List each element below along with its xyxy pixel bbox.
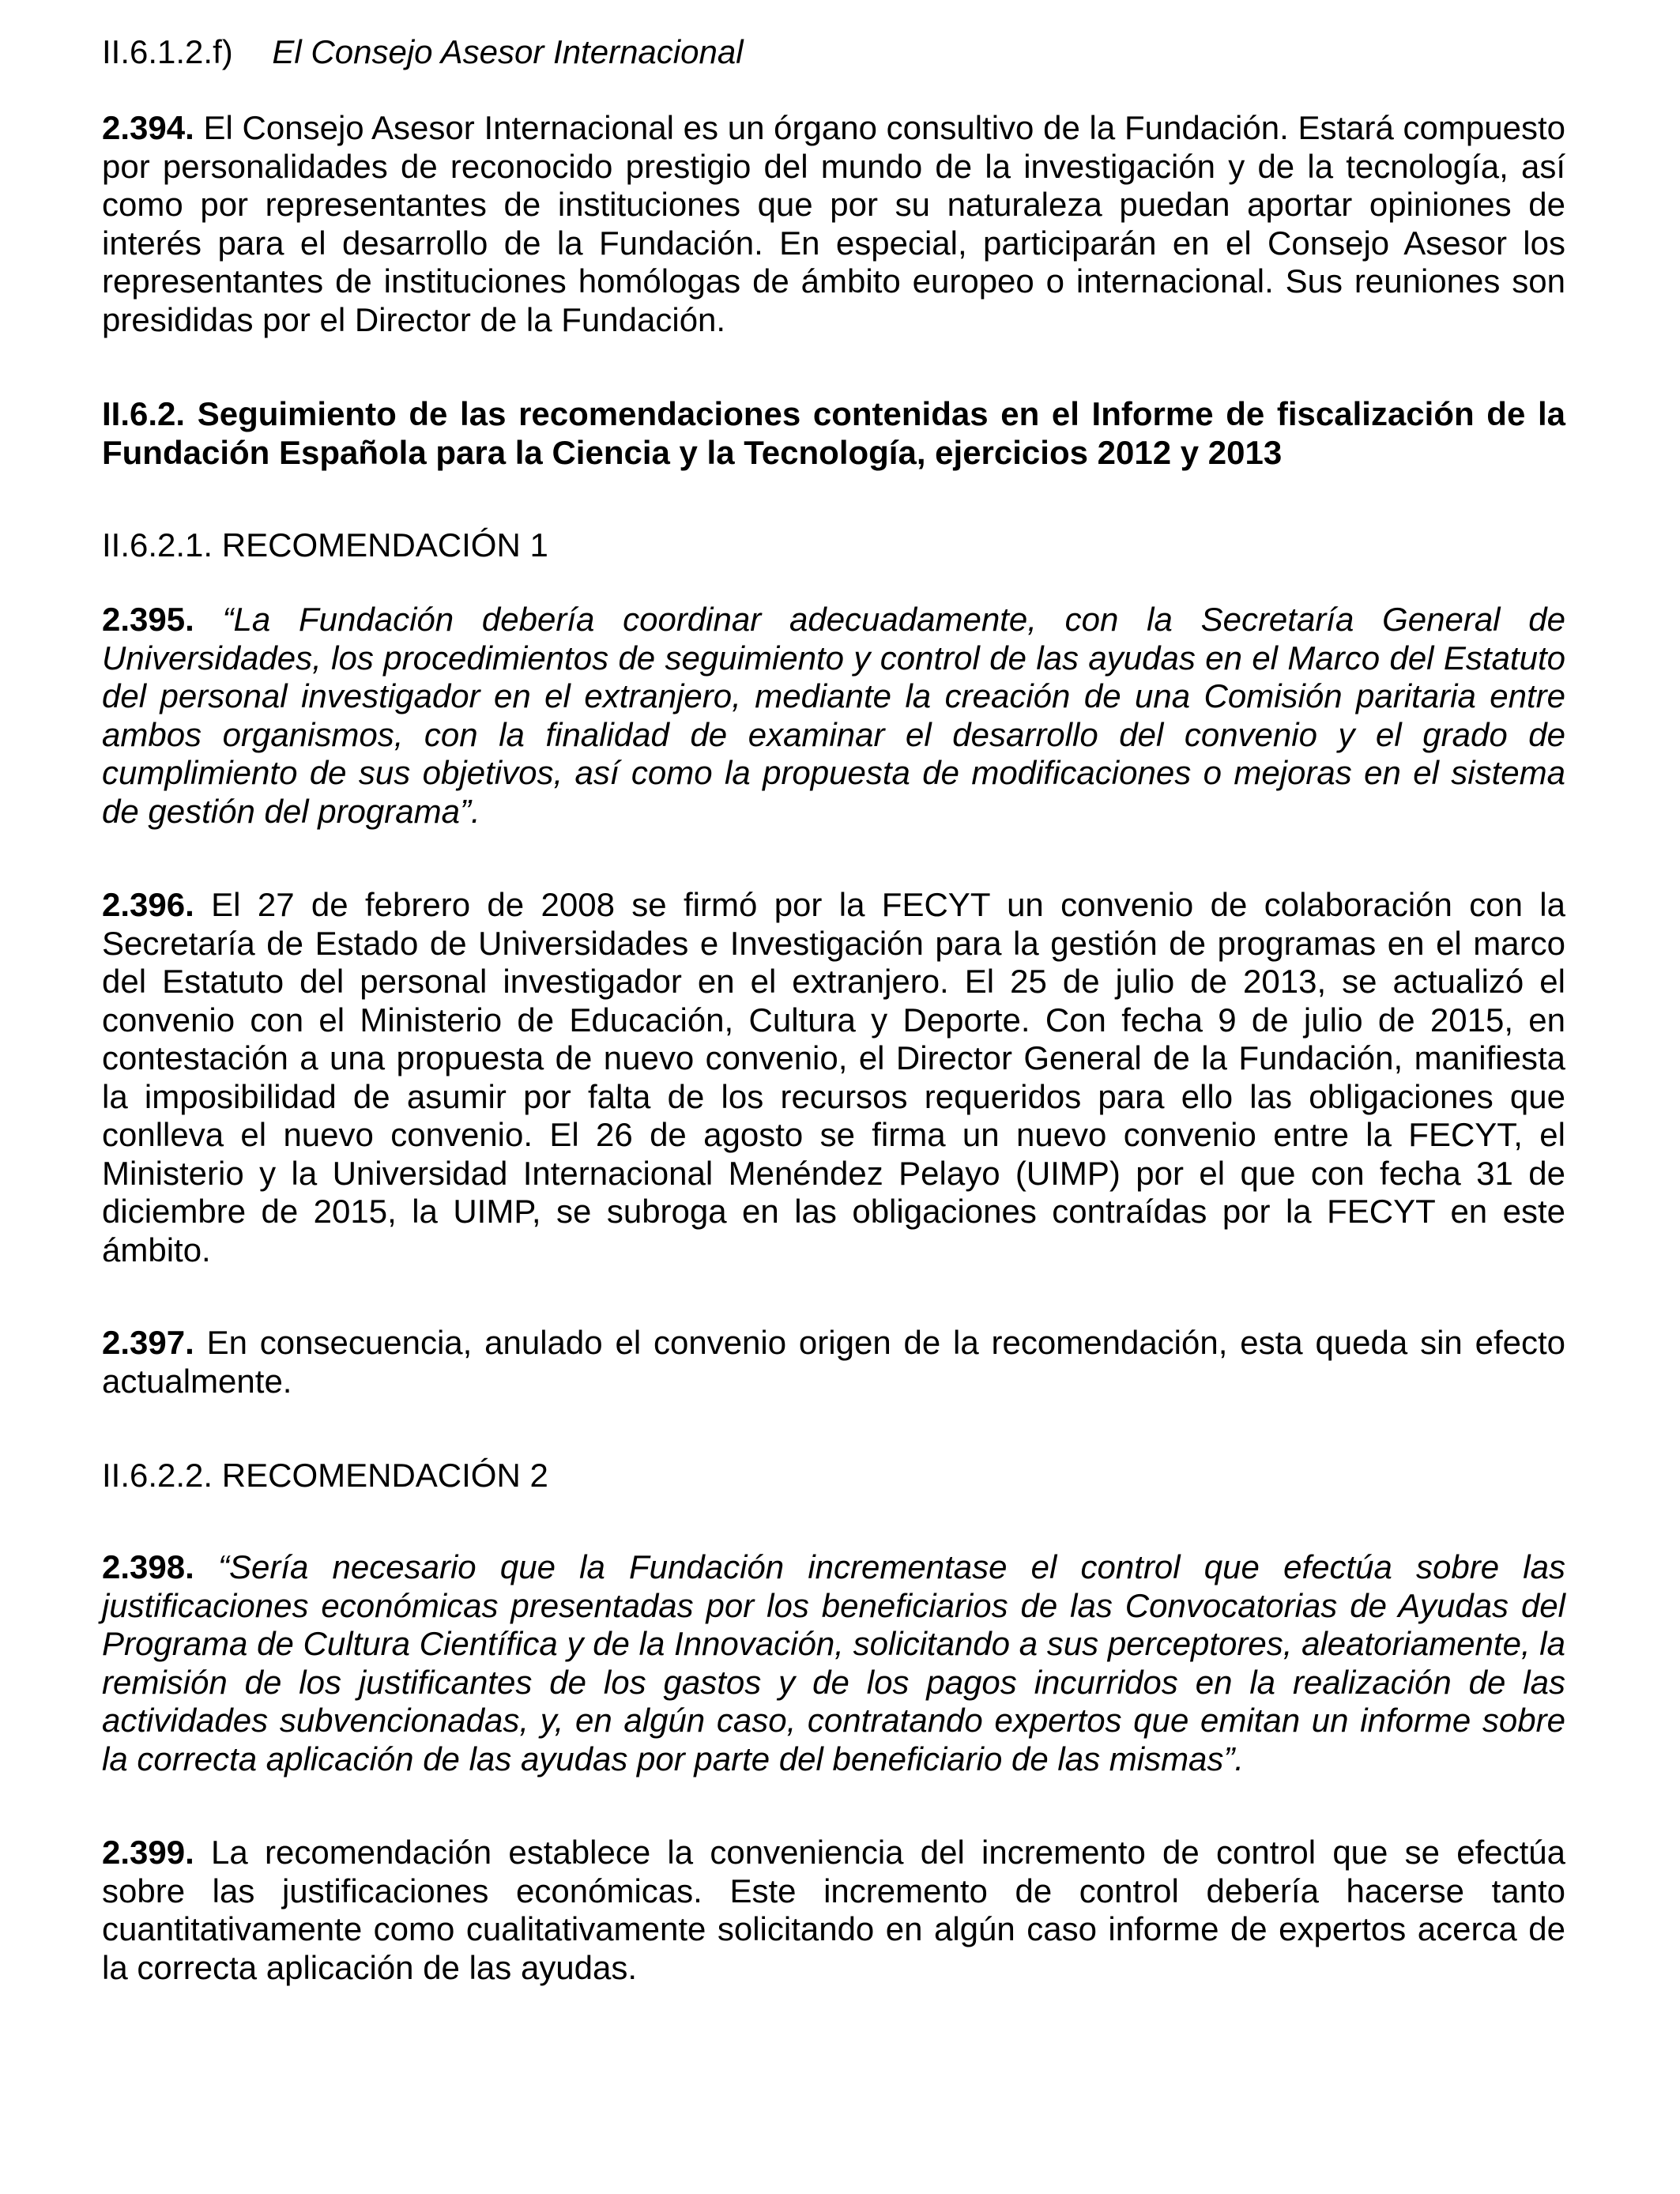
paragraph-text: La recomendación establece la conveniencia del incremento de control que se efectúa sobre las justificaciones económicas. Este incremento de control debería hacerse tanto cuantitativamente como cualitativamente solicitando en algún caso informe de expertos acerca de la correcta aplicación de las ayudas. (102, 1834, 1565, 1986)
paragraph-number: 2.395. (102, 601, 194, 638)
paragraph-2-397 (102, 1324, 1565, 1400)
paragraph-text: En consecuencia, anulado el convenio origen de la recomendación, esta queda sin efecto actualmente. (102, 1324, 1565, 1400)
paragraph-number: 2.399. (102, 1834, 194, 1871)
paragraph-text: El 27 de febrero de 2008 se firmó por la FECYT un convenio de colaboración con la Secretaría de Estado de Universidades e Investigación para la gestión de programas en el marco del Estatuto del personal investigador en el extranjero. El 25 de julio de 2013, se actualizó el convenio con el Ministerio de Educación, Cultura y Deporte. Con fecha 9 de julio de 2015, en contestación a una propuesta de nuevo convenio, el Director General de la Fundación, manifiesta la imposibilidad de asumir por falta de los recursos requeridos para ello las obligaciones que conlleva el nuevo convenio. El 26 de agosto se firma un nuevo convenio entre la FECYT, el Ministerio y la Universidad Internacional Menéndez Pelayo (UIMP) por el que con fecha 31 de diciembre de 2015, la UIMP, se subroga en las obligaciones contraídas por la FECYT en este ámbito. (102, 886, 1565, 1269)
paragraph-number: 2.397. (102, 1324, 194, 1361)
paragraph-2-395 (102, 601, 1565, 831)
section-heading-consejo-asesor (102, 33, 744, 72)
paragraph-2-399 (102, 1834, 1565, 1987)
recommendation-title: RECOMENDACIÓN 1 (221, 526, 548, 564)
paragraph-number: 2.398. (102, 1548, 194, 1585)
paragraph-number: 2.394. (102, 109, 194, 146)
recommendation-2-heading (102, 1457, 548, 1495)
recommendation-title: RECOMENDACIÓN 2 (221, 1457, 548, 1494)
paragraph-2-394 (102, 109, 1565, 339)
section-number: II.6.1.2.f) (102, 33, 233, 70)
paragraph-text: “Sería necesario que la Fundación incrementase el control que efectúa sobre las justificaciones económicas presentadas por los beneficiarios de las Convocatorias de Ayudas del Programa de Cultura Científica y de la Innovación, solicitando a sus perceptores, aleatoriamente, la remisión de los justificantes de los gastos y de los pagos incurridos en la realización de las actividades subvencionadas, y, en algún caso, contratando expertos que emitan un informe sobre la correcta aplicación de las ayudas por parte del beneficiario de las mismas”. (102, 1548, 1565, 1777)
section-title: El Consejo Asesor Internacional (272, 33, 744, 70)
paragraph-number: 2.396. (102, 886, 194, 923)
recommendation-number: II.6.2.2. (102, 1457, 213, 1494)
paragraph-2-396 (102, 886, 1565, 1269)
paragraph-text: “La Fundación debería coordinar adecuadamente, con la Secretaría General de Universidades, los procedimientos de seguimiento y control de las ayudas en el Marco del Estatuto del personal investigador en el extranjero, mediante la creación de una Comisión paritaria entre ambos organismos, con la finalidad de examinar el desarrollo del convenio y el grado de cumplimiento de sus objetivos, así como la propuesta de modificaciones o mejoras en el sistema de gestión del programa”. (102, 601, 1565, 830)
recommendation-number: II.6.2.1. (102, 526, 213, 564)
recommendation-1-heading (102, 526, 548, 565)
section-heading-seguimiento: II.6.2. Seguimiento de las recomendaciones contenidas en el Informe de fiscalización de la Fundación Española para la Ciencia y la Tecnología, ejercicios 2012 y 2013 (102, 395, 1565, 471)
paragraph-2-398 (102, 1548, 1565, 1778)
paragraph-text: El Consejo Asesor Internacional es un órgano consultivo de la Fundación. Estará compuesto por personalidades de reconocido prestigio del mundo de la investigación y de la tecnología, así como por representantes de instituciones que por su naturaleza puedan aportar opiniones de interés para el desarrollo de la Fundación. En especial, participarán en el Consejo Asesor los representantes de instituciones homólogas de ámbito europeo o internacional. Sus reuniones son presididas por el Director de la Fundación. (102, 109, 1566, 338)
